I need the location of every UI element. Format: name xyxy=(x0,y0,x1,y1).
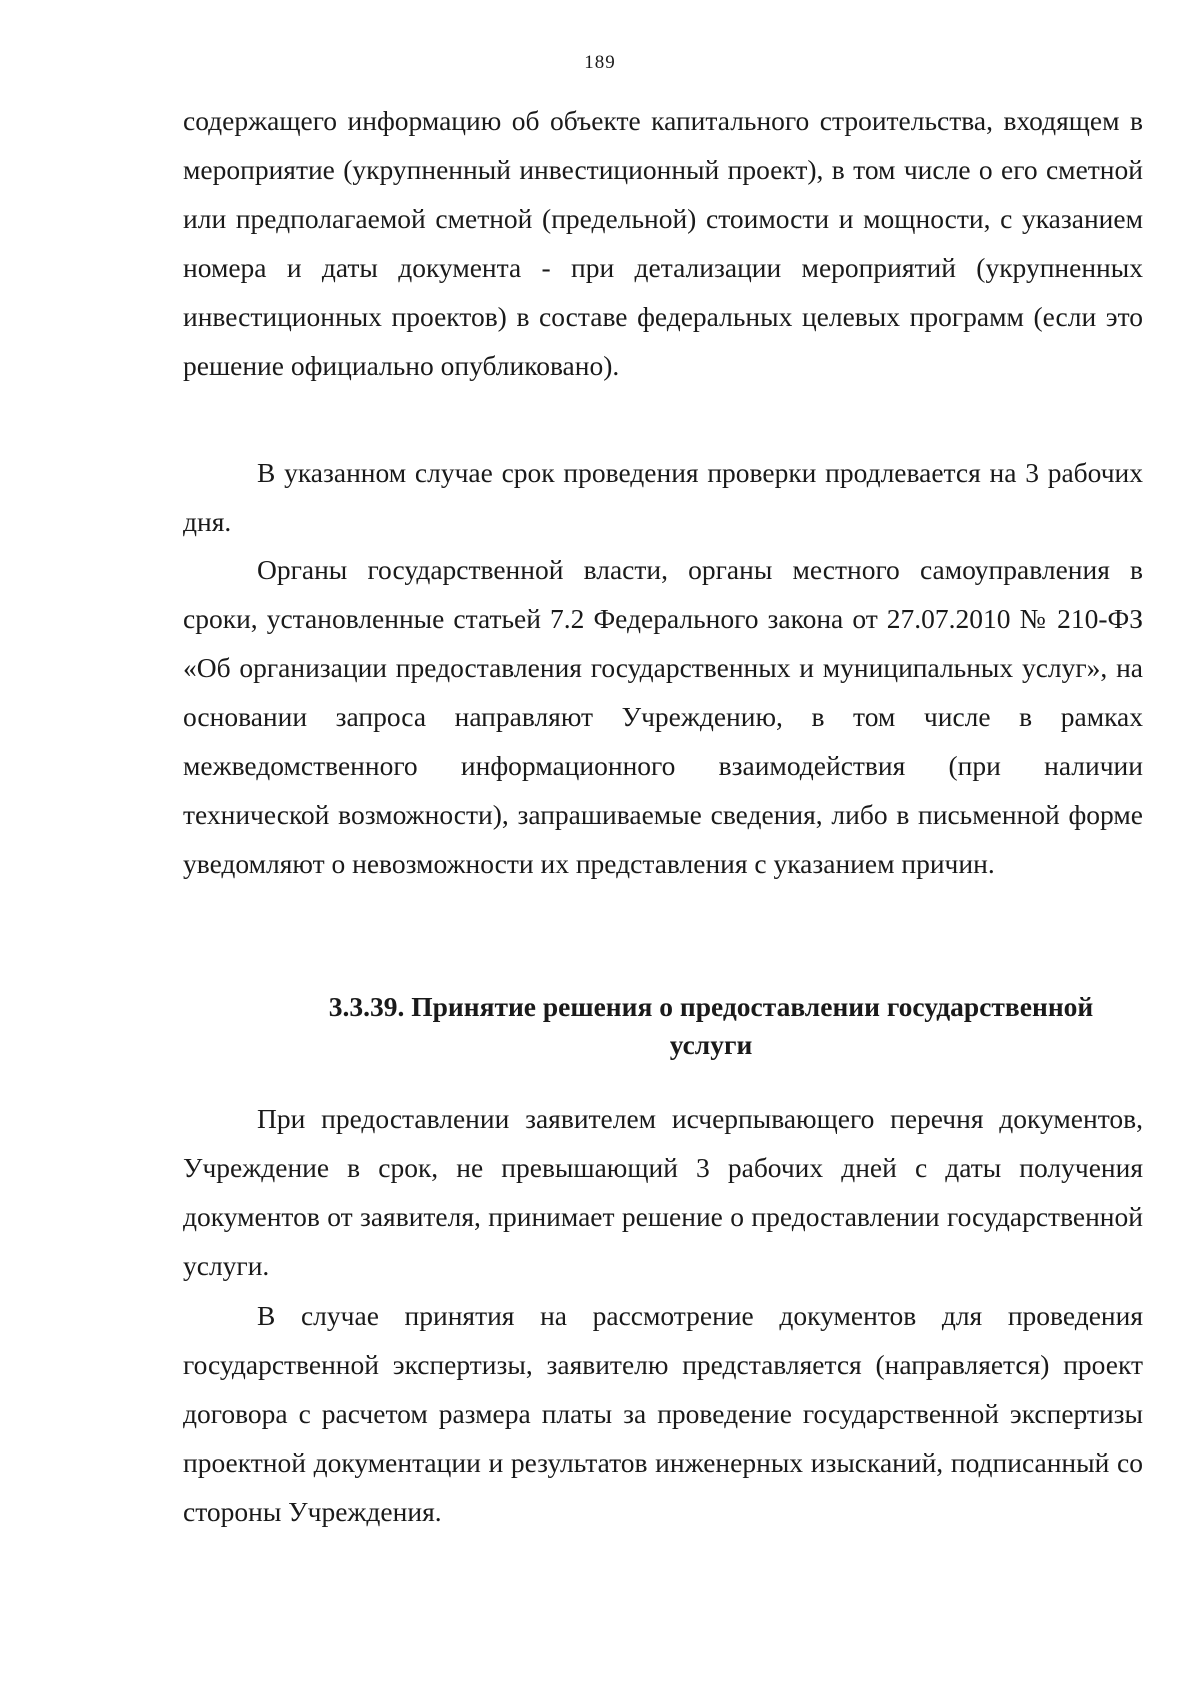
paragraph-contract xyxy=(183,1291,1143,1536)
section-heading xyxy=(280,988,1142,1064)
paragraph-authorities xyxy=(183,545,1143,888)
paragraph-continuation xyxy=(183,96,1143,390)
section-heading-line-2: услуги xyxy=(669,1029,753,1060)
paragraph: содержащего информацию об объекте капитального строительства, входящем в мероприятие (укрупненный инвестиционный проект), в том числе о его сметной или предполагаемой сметной (предельной) стоимости и мощности, с указанием номера и даты документа - при детализации мероприятий (укрупненных инвестиционных проектов) в составе федеральных целевых программ (если это решение официально опубликовано). xyxy=(183,105,1143,381)
paragraph: При предоставлении заявителем исчерпывающего перечня документов, Учреждение в срок, не превышающий 3 рабочих дней с даты получения документов от заявителя, принимает решение о предоставлении государственной услуги. xyxy=(183,1103,1143,1281)
paragraph-decision xyxy=(183,1094,1143,1290)
paragraph-extension-note xyxy=(183,448,1143,546)
paragraph: Органы государственной власти, органы местного самоуправления в сроки, установленные статьей 7.2 Федерального закона от 27.07.2010 № 210-ФЗ «Об организации предоставления государственных и муниципальных услуг», на основании запроса направляют Учреждению, в том числе в рамках межведомственного информационного взаимодействия (при наличии технической возможности), запрашиваемые сведения, либо в письменной форме уведомляют о невозможности их представления с указанием причин. xyxy=(183,554,1143,879)
section-heading-line-1: 3.3.39. Принятие решения о предоставлении государственной xyxy=(328,991,1094,1022)
paragraph: В случае принятия на рассмотрение документов для проведения государственной экспертизы, заявителю представляется (направляется) проект договора с расчетом размера платы за проведение государственной экспертизы проектной документации и результатов инженерных изысканий, подписанный со стороны Учреждения. xyxy=(183,1300,1143,1527)
page-number: 189 xyxy=(584,52,616,73)
paragraph: В указанном случае срок проведения проверки продлевается на 3 рабочих дня. xyxy=(183,457,1143,537)
